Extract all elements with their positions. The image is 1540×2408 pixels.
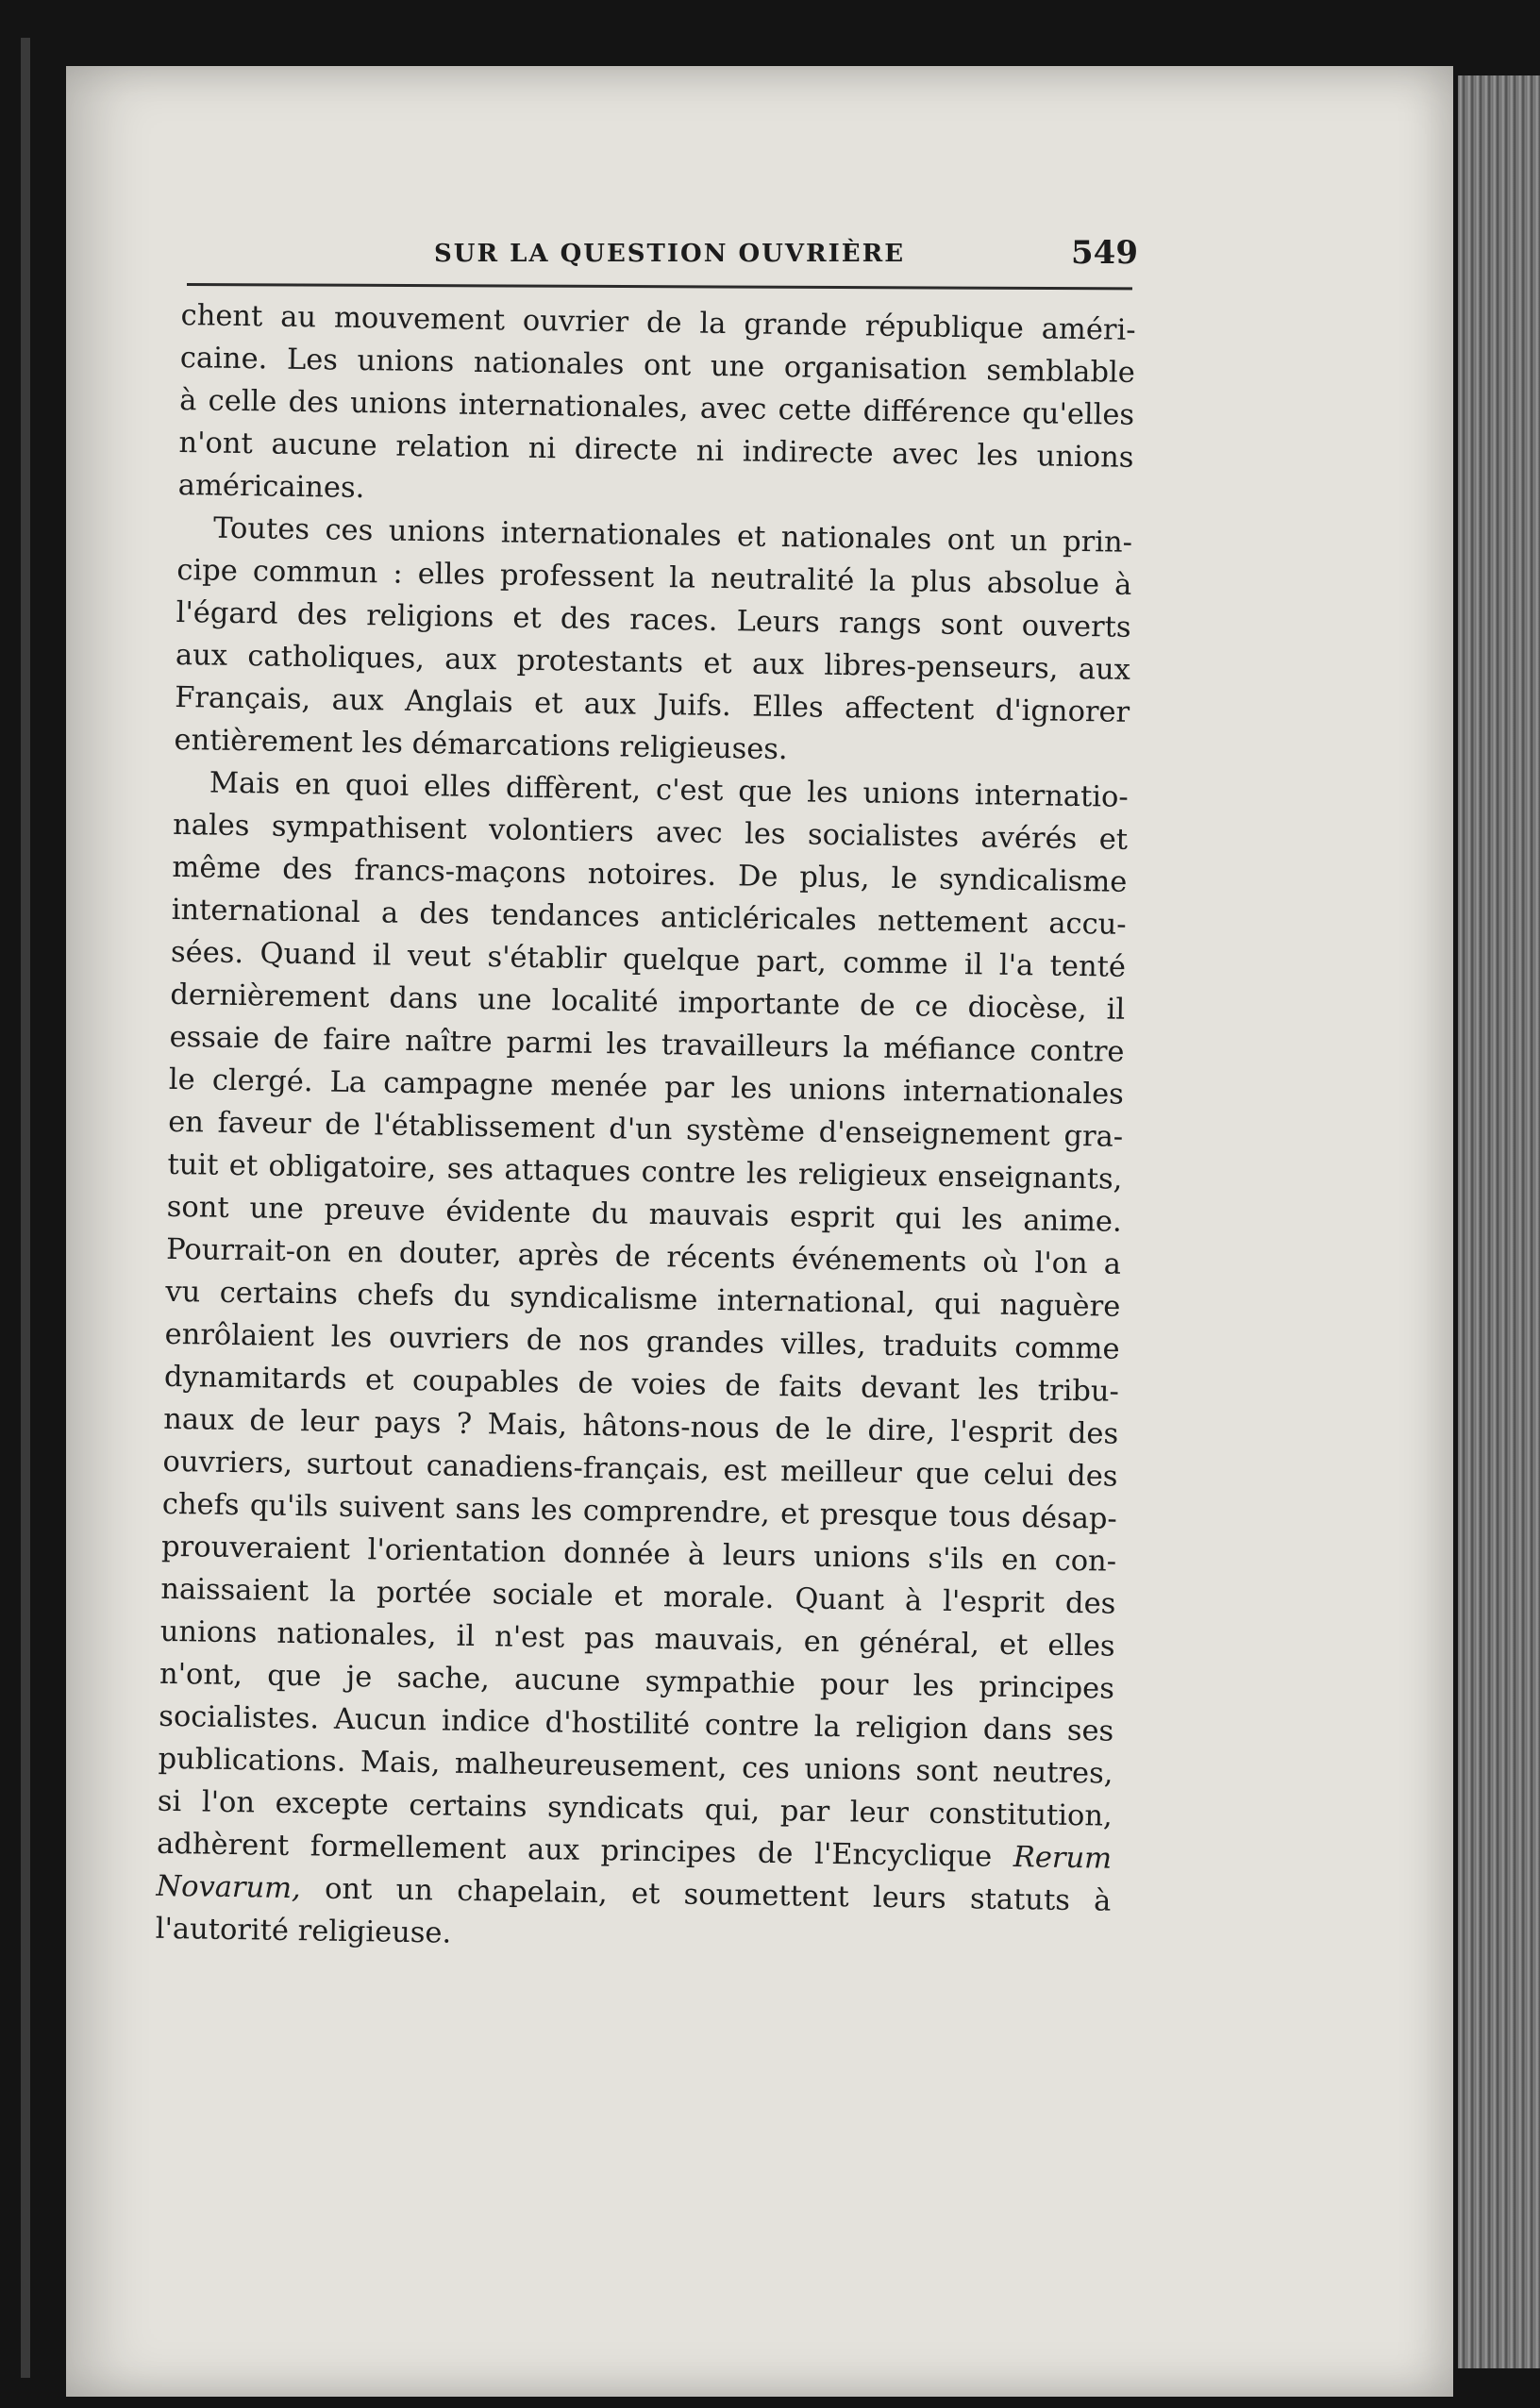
text-line: l'autorité religieuse. (155, 1912, 452, 1950)
text-line: dernièrement dans une localité importante de ce diocèse, il (170, 978, 1126, 1027)
text-line: unions nationales, il n'est pas mauvais, en général, et elles (159, 1614, 1115, 1664)
text-line: prouveraient l'orientation donnée à leurs unions s'ils en con- (160, 1530, 1117, 1579)
text-line: n'ont, que je sache, aucune sympathie pour les principes (159, 1657, 1115, 1706)
italic-title: Rerum (1013, 1841, 1113, 1876)
text-line: naissaient la portée sociale et morale. Quant à l'esprit des (160, 1572, 1116, 1621)
text-run: ont un chapelain, et soumettent leurs statuts à (324, 1872, 1112, 1918)
text-line: Mais en quoi elles diffèrent, c'est que les unions internatio- (209, 766, 1130, 814)
text-line: à celle des unions internationales, avec cette différence qu'elles (178, 383, 1135, 432)
text-line: chefs qu'ils suivent sans les comprendre, et presque tous désap- (161, 1487, 1118, 1536)
text-line: Pourrait-on en douter, après de récents événements où l'on a (165, 1232, 1122, 1281)
page-number: 549 (1071, 234, 1138, 272)
text-line: international a des tendances anticléricales nettement accu- (171, 893, 1127, 942)
text-line: aux catholiques, aux protestants et aux libres-penseurs, aux (175, 638, 1131, 687)
text-line: publications. Mais, malheureusement, ces unions sont neutres, (158, 1742, 1113, 1791)
text-line: socialistes. Aucun indice d'hostilité contre la religion dans ses (159, 1699, 1114, 1748)
text-line: sées. Quand il veut s'établir quelque part, comme il l'a tenté (170, 935, 1127, 984)
text-line: chent au mouvement ouvrier de la grande république améri- (180, 298, 1136, 347)
text-line: même des francs-maçons notoires. De plus, le syndicalisme (172, 850, 1128, 899)
text-line: naux de leur pays ? Mais, hâtons-nous de le dire, l'esprit des (162, 1402, 1119, 1451)
text-line: sont une preuve évidente du mauvais esprit qui les anime. (166, 1190, 1122, 1239)
text-line: enrôlaient les ouvriers de nos grandes villes, traduits comme (164, 1317, 1120, 1366)
binding-edge (21, 38, 30, 2378)
paragraph-1 (177, 294, 1135, 522)
text-line: américaines. (177, 468, 365, 506)
text-line: l'égard des religions et des races. Leurs rangs sont ouverts (176, 595, 1131, 644)
page-stack-edge (1458, 75, 1540, 2368)
text-line: ouvriers, surtout canadiens-français, est meilleur que celui des (162, 1445, 1118, 1494)
text-line: n'ont aucune relation ni directe ni indirecte avec les unions (178, 426, 1134, 475)
text-run: adhèrent formellement aux principes de l'Encyclique (156, 1827, 993, 1874)
text-line: cipe commun : elles professent la neutralité la plus absolue à (176, 553, 1132, 602)
text-line: si l'on excepte certains syndicats qui, par leur constitution, (157, 1784, 1113, 1833)
text-line: en faveur de l'établissement d'un système d'enseignement gra- (167, 1105, 1124, 1154)
page-header (179, 234, 1138, 272)
text-line: Français, aux Anglais et aux Juifs. Elles affectent d'ignorer (175, 680, 1130, 729)
text-line: tuit et obligatoire, ses attaques contre les religieux enseignants, (167, 1147, 1123, 1196)
paragraph-2 (174, 507, 1132, 777)
italic-title: Novarum, (156, 1869, 302, 1906)
text-line: essaie de faire naître parmi les travailleurs la méfiance contre (169, 1020, 1125, 1069)
text-line: vu certains chefs du syndicalisme international, qui naguère (165, 1275, 1121, 1324)
body-text (155, 294, 1135, 1965)
paragraph-3 (155, 761, 1129, 1965)
text-line: entièrement les démarcations religieuses. (174, 723, 788, 767)
text-line: dynamitards et coupables de voies de faits devant les tribu- (163, 1360, 1120, 1409)
text-line: Toutes ces unions internationales et nationales ont un prin- (212, 511, 1133, 560)
running-head: SUR LA QUESTION OUVRIÈRE (434, 240, 906, 268)
text-line: caine. Les unions nationales ont une organisation semblable (179, 341, 1136, 390)
text-line: nales sympathisent volontiers avec les socialistes avérés et (172, 808, 1129, 857)
text-line: le clergé. La campagne menée par les unions internationales (168, 1062, 1125, 1112)
